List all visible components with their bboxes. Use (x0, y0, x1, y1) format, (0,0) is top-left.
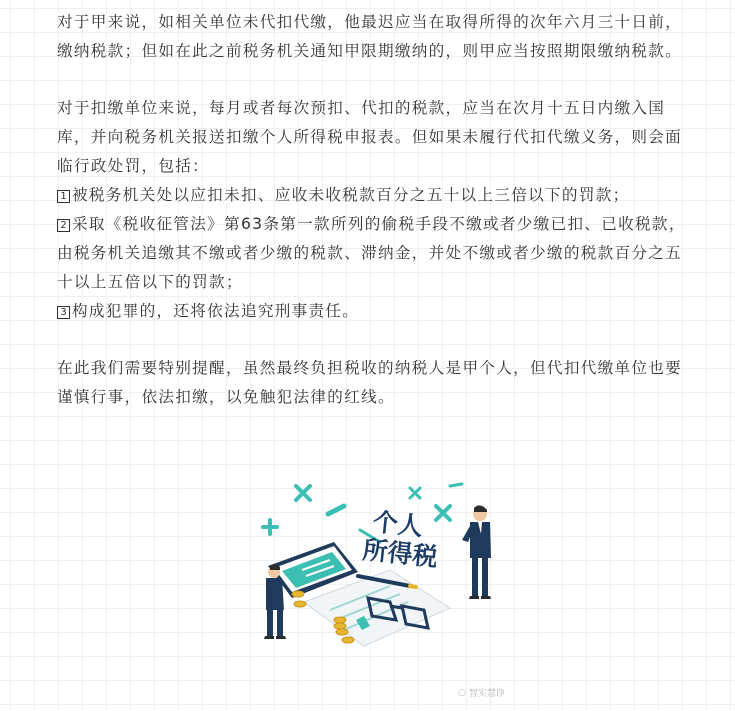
list-item-penalty-3 (57, 297, 697, 326)
wechat-icon: ○ (458, 687, 466, 698)
paragraph-individual-deadline: 对于甲来说，如相关单位未代扣代缴，他最迟应当在取得所得的次年六月三十日前，缴纳税款；但如在此之前税务机关通知甲限期缴纳的，则甲应当按照期限缴纳税款。 (57, 13, 683, 60)
paragraph-reminder: 在此我们需要特别提醒，虽然最终负担税收的纳税人是甲个人，但代扣代缴单位也要谨慎行事，依法扣缴，以免触犯法律的红线。 (57, 359, 683, 406)
paragraph-gap (57, 66, 697, 94)
list-item-text: 被税务机关处以应扣未扣、应收未收税款百分之五十以上三倍以下的罚款； (72, 186, 630, 204)
paragraph-withholding-unit: 对于扣缴单位来说，每月或者每次预扣、代扣的税款，应当在次月十五日内缴入国库，并向税务机关报送扣缴个人所得税申报表。但如果未履行代扣代缴义务，则会面临行政处罚，包括： (57, 99, 683, 175)
list-item-penalty-2 (57, 210, 697, 297)
math-symbols-icon (263, 484, 462, 542)
list-item-penalty-1 (57, 181, 697, 210)
watermark-text: 智实慧诤 (468, 689, 505, 699)
businessman-right-icon (462, 505, 491, 599)
number-badge: 2 (57, 219, 70, 232)
paragraph-gap (57, 326, 697, 354)
tax-illustration (240, 470, 510, 670)
illustration-title-line1: 个人 (371, 507, 425, 542)
article-body (57, 8, 697, 412)
illustration-title-line2: 所得税 (361, 535, 440, 572)
list-item-text: 构成犯罪的，还将依法追究刑事责任。 (72, 302, 360, 320)
number-badge: 3 (57, 306, 70, 319)
number-badge: 1 (57, 190, 70, 203)
list-item-text: 采取《税收征管法》第63条第一款所列的偷税手段不缴或者少缴已扣、已收税款，由税务机关追缴其不缴或者少缴的税款、滞纳金，并处不缴或者少缴的税款百分之五十以上五倍以下的罚款； (57, 215, 686, 291)
watermark (458, 686, 505, 699)
